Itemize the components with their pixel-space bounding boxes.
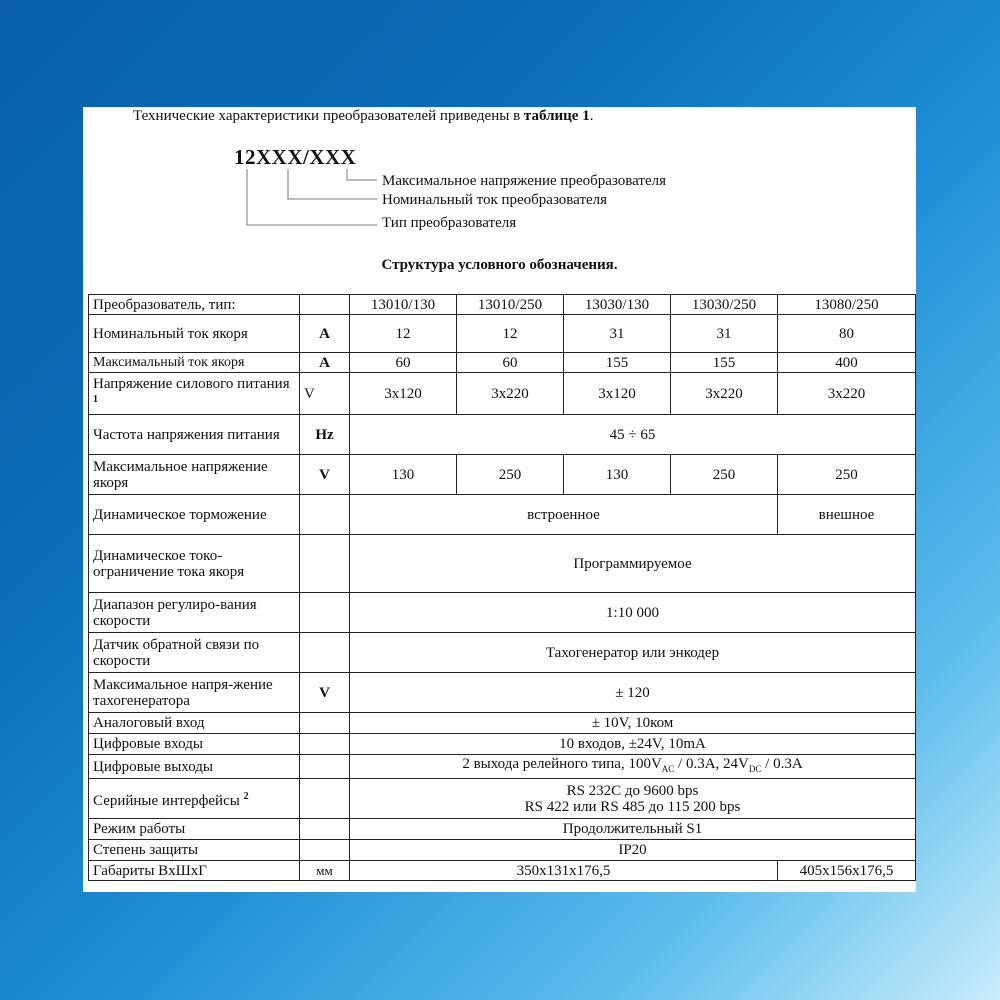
- cell-value: 3x220: [457, 373, 564, 415]
- cell-value: 3x120: [350, 373, 457, 415]
- cell-text: / 0.3A: [761, 756, 803, 772]
- row-unit: [300, 840, 350, 861]
- table-row: [89, 840, 916, 861]
- document-page: [83, 107, 916, 892]
- cell-value: внешное: [778, 495, 916, 535]
- legend-nominal-current: Номинальный ток преобразователя: [382, 192, 608, 208]
- row-label: Максимальное напряжение якоря: [89, 455, 300, 495]
- cell-text: 2 выхода релейного типа, 100V: [462, 756, 662, 772]
- cell-value: 130: [564, 455, 671, 495]
- row-label-text: Серийные интерфейсы: [93, 792, 240, 809]
- row-unit: [300, 593, 350, 633]
- row-label: Частота напряжения питания: [89, 415, 300, 455]
- row-unit: [300, 734, 350, 755]
- cell-line: RS 232C до 9600 bps: [566, 782, 699, 799]
- cell-value: 31: [564, 315, 671, 353]
- cell-value: 250: [671, 455, 778, 495]
- row-label: Габариты ВxШxГ: [89, 861, 300, 881]
- row-unit: [300, 819, 350, 840]
- row-unit: мм: [300, 861, 350, 881]
- row-unit: V: [300, 673, 350, 713]
- cell-value: 60: [457, 353, 564, 373]
- cell-value: 155: [671, 353, 778, 373]
- cell-value: 80: [778, 315, 916, 353]
- cell-value: 60: [350, 353, 457, 373]
- intro-suffix: .: [589, 108, 594, 124]
- row-label: Цифровые выходы: [89, 755, 300, 779]
- cell-value: 3x220: [778, 373, 916, 415]
- table-caption: Структура условного обозначения.: [381, 257, 618, 273]
- row-label: Режим работы: [89, 819, 300, 840]
- cell-value: 10 входов, ±24V, 10mA: [350, 734, 916, 755]
- row-label: Номинальный ток якоря: [89, 315, 300, 353]
- header-model: 13010/130: [350, 295, 457, 315]
- row-label: Степень защиты: [89, 840, 300, 861]
- intro-prefix: Технические характеристики преобразователей приведены в: [133, 108, 524, 124]
- row-unit: [300, 535, 350, 593]
- table-row: [89, 535, 916, 593]
- cell-subscript: DC: [748, 764, 762, 774]
- cell-value: 155: [564, 353, 671, 373]
- legend-max-voltage: Максимальное напряжение преобразователя: [382, 173, 666, 189]
- row-unit: [300, 633, 350, 673]
- table-row: [89, 593, 916, 633]
- cell-value: Программируемое: [350, 535, 916, 593]
- table-row: [89, 315, 916, 353]
- table-row: [89, 779, 916, 819]
- cell-value: 405x156x176,5: [778, 861, 916, 881]
- cell-value: 400: [778, 353, 916, 373]
- cell-subscript: AC: [661, 764, 675, 774]
- row-label: Динамическое торможение: [89, 495, 300, 535]
- header-unit-cell: [300, 295, 350, 315]
- row-unit: A: [300, 315, 350, 353]
- row-unit: Hz: [300, 415, 350, 455]
- table-row: [89, 415, 916, 455]
- row-label: Максимальный ток якоря: [89, 353, 300, 373]
- row-label: Цифровые входы: [89, 734, 300, 755]
- table-row: [89, 455, 916, 495]
- table-row: [89, 734, 916, 755]
- header-model: 13010/250: [457, 295, 564, 315]
- row-label: Диапазон регулиро-вания скорости: [89, 593, 300, 633]
- row-label: Аналоговый вход: [89, 713, 300, 734]
- header-model: 13030/130: [564, 295, 671, 315]
- row-unit: A: [300, 353, 350, 373]
- cell-text: / 0.3A, 24V: [674, 756, 749, 772]
- cell-value: 1:10 000: [350, 593, 916, 633]
- cell-value: [350, 755, 916, 779]
- cell-value: [350, 779, 916, 819]
- cell-value: 12: [350, 315, 457, 353]
- row-label: [89, 779, 300, 819]
- cell-value: встроенное: [350, 495, 778, 535]
- leader-line-max-voltage: [347, 169, 377, 180]
- cell-value: IP20: [350, 840, 916, 861]
- cell-value: Тахогенератор или энкодер: [350, 633, 916, 673]
- table-row: [89, 861, 916, 881]
- table-row: [89, 713, 916, 734]
- cell-value: 12: [457, 315, 564, 353]
- cell-value: ± 120: [350, 673, 916, 713]
- cell-value: 31: [671, 315, 778, 353]
- intro-table-ref: таблице 1: [523, 108, 590, 124]
- cell-value: 250: [778, 455, 916, 495]
- footnote-marker: 2: [243, 790, 249, 802]
- table-row: [89, 495, 916, 535]
- leader-line-nominal-current: [288, 169, 377, 199]
- cell-value: 3x220: [671, 373, 778, 415]
- cell-value: Продолжительный S1: [350, 819, 916, 840]
- cell-value: 130: [350, 455, 457, 495]
- row-unit: [300, 713, 350, 734]
- table-header-row: [89, 295, 916, 315]
- footnote-marker: 1: [93, 393, 98, 405]
- cell-value: 3x120: [564, 373, 671, 415]
- legend-type: Тип преобразователя: [382, 215, 517, 231]
- row-label: Максимальное напря-жение тахогенератора: [89, 673, 300, 713]
- header-model: 13030/250: [671, 295, 778, 315]
- cell-value: 250: [457, 455, 564, 495]
- row-label: Датчик обратной связи по скорости: [89, 633, 300, 673]
- table-row: [89, 673, 916, 713]
- cell-value: 350x131x176,5: [350, 861, 778, 881]
- leader-line-type: [247, 169, 377, 225]
- table-row: [89, 755, 916, 779]
- row-label-text: Напряжение силового питания: [93, 375, 290, 392]
- designation-code: 12XXX/XXX: [234, 145, 357, 169]
- cell-line: RS 422 или RS 485 до 115 200 bps: [524, 798, 741, 815]
- table-row: [89, 819, 916, 840]
- table-row: [89, 373, 916, 415]
- header-label: Преобразователь, тип:: [89, 295, 300, 315]
- row-unit: [300, 779, 350, 819]
- row-label: Динамическое токо-ограничение тока якоря: [89, 535, 300, 593]
- table-row: [89, 633, 916, 673]
- row-unit: [300, 495, 350, 535]
- row-unit: [300, 755, 350, 779]
- header-model: 13080/250: [778, 295, 916, 315]
- table-row: [89, 353, 916, 373]
- row-label: [89, 373, 300, 415]
- row-unit: V: [300, 373, 350, 415]
- cell-value: 45 ÷ 65: [350, 415, 916, 455]
- spec-table: [88, 294, 916, 881]
- cell-value: ± 10V, 10ком: [350, 713, 916, 734]
- row-unit: V: [300, 455, 350, 495]
